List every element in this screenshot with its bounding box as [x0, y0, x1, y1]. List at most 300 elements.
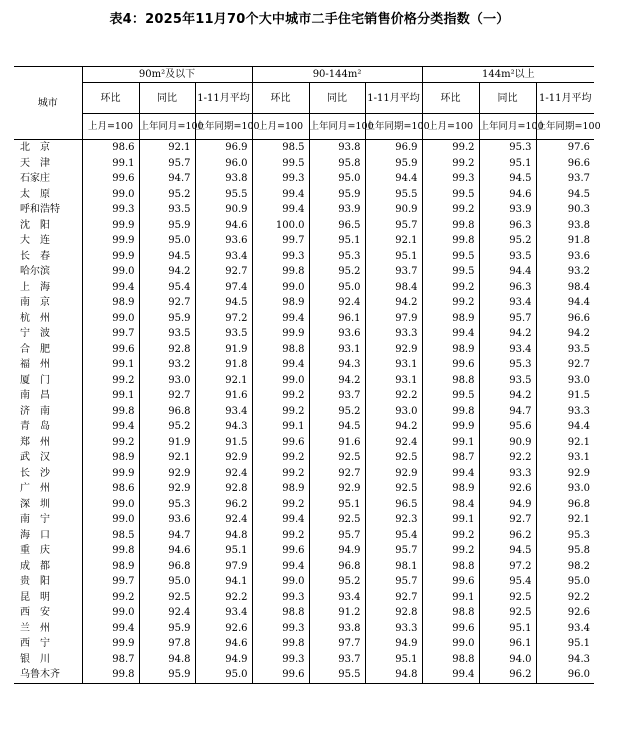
index-value: 93.4	[195, 404, 252, 420]
index-value: 95.0	[139, 233, 195, 249]
index-value: 92.4	[139, 605, 195, 621]
index-value: 95.7	[365, 543, 422, 559]
index-value: 96.3	[479, 280, 536, 296]
index-value: 99.4	[252, 311, 309, 327]
table-row	[14, 574, 594, 590]
index-value: 94.2	[365, 295, 422, 311]
index-value: 98.9	[422, 311, 479, 327]
index-value: 92.5	[139, 590, 195, 606]
index-value: 98.4	[536, 280, 594, 296]
sub-header-avg: 1-11月平均	[365, 83, 422, 114]
index-value: 99.2	[252, 404, 309, 420]
index-value: 94.9	[309, 543, 365, 559]
index-value: 99.0	[82, 605, 139, 621]
index-value: 92.7	[536, 357, 594, 373]
index-value: 93.0	[365, 404, 422, 420]
index-value: 94.5	[479, 543, 536, 559]
index-value: 99.8	[82, 543, 139, 559]
index-value: 92.1	[536, 435, 594, 451]
index-value: 92.6	[536, 605, 594, 621]
index-value: 99.6	[422, 621, 479, 637]
index-value: 98.4	[365, 280, 422, 296]
index-value: 93.8	[309, 140, 365, 156]
index-value: 95.7	[365, 218, 422, 234]
index-value: 93.1	[309, 342, 365, 358]
city-name: 北 京	[20, 142, 50, 153]
index-value: 95.8	[309, 156, 365, 172]
city-name: 成 都	[20, 560, 50, 572]
table-row	[14, 233, 594, 249]
table-row	[14, 466, 594, 482]
index-value: 99.0	[82, 187, 139, 203]
index-value: 95.2	[309, 264, 365, 280]
index-value: 98.9	[82, 450, 139, 466]
index-value: 93.4	[479, 295, 536, 311]
index-value: 93.7	[536, 171, 594, 187]
index-value: 96.9	[365, 140, 422, 156]
index-value: 90.9	[479, 435, 536, 451]
city-name: 西 安	[20, 607, 50, 618]
table-row	[14, 481, 594, 497]
base-label-avg: 上年同期=100	[536, 114, 594, 140]
index-value: 95.1	[365, 652, 422, 668]
index-value: 99.5	[252, 156, 309, 172]
base-label-mom: 上月=100	[82, 114, 139, 140]
index-value: 93.5	[139, 202, 195, 218]
index-value: 99.4	[82, 621, 139, 637]
index-value: 92.6	[479, 481, 536, 497]
index-value: 99.6	[82, 171, 139, 187]
index-value: 99.1	[422, 512, 479, 528]
index-value: 99.0	[252, 574, 309, 590]
city-name: 乌鲁木齐	[14, 667, 82, 683]
index-value: 94.9	[365, 636, 422, 652]
index-value: 93.3	[365, 326, 422, 342]
index-value: 93.1	[365, 357, 422, 373]
index-value: 91.2	[309, 605, 365, 621]
index-value: 92.3	[365, 512, 422, 528]
index-value: 99.3	[252, 249, 309, 265]
table-row	[14, 264, 594, 280]
index-value: 99.2	[422, 295, 479, 311]
index-value: 99.9	[82, 249, 139, 265]
table-row	[14, 326, 594, 342]
index-value: 94.4	[479, 264, 536, 280]
index-value: 99.3	[252, 171, 309, 187]
index-value: 94.4	[536, 419, 594, 435]
index-value: 98.8	[422, 559, 479, 575]
index-value: 99.4	[82, 280, 139, 296]
index-value: 92.5	[365, 450, 422, 466]
index-value: 91.6	[195, 388, 252, 404]
group-header-large: 144m²以上	[422, 67, 594, 83]
index-value: 99.4	[252, 559, 309, 575]
city-name: 西 宁	[20, 638, 50, 649]
index-value: 99.9	[82, 218, 139, 234]
index-value: 99.8	[82, 667, 139, 683]
index-value: 92.5	[309, 512, 365, 528]
index-value: 99.5	[422, 264, 479, 280]
table-row	[14, 295, 594, 311]
index-value: 98.8	[252, 605, 309, 621]
index-value: 99.8	[82, 404, 139, 420]
index-value: 92.7	[309, 466, 365, 482]
index-value: 99.2	[422, 528, 479, 544]
index-value: 99.0	[82, 497, 139, 513]
index-value: 94.2	[309, 373, 365, 389]
index-value: 91.6	[309, 435, 365, 451]
index-value: 95.4	[479, 574, 536, 590]
city-name: 沈 阳	[20, 219, 50, 231]
table-row	[14, 590, 594, 606]
city-name: 郑 州	[20, 436, 50, 448]
index-value: 98.9	[252, 295, 309, 311]
index-value: 99.4	[252, 512, 309, 528]
index-value: 99.1	[422, 590, 479, 606]
city-name: 呼和浩特	[20, 204, 60, 215]
index-value: 99.1	[82, 388, 139, 404]
index-value: 95.0	[309, 280, 365, 296]
index-value: 95.1	[195, 543, 252, 559]
index-value: 96.8	[536, 497, 594, 513]
index-value: 99.4	[82, 419, 139, 435]
city-name: 上 海	[20, 281, 50, 293]
city-name: 重 庆	[20, 545, 50, 556]
index-value: 94.4	[365, 171, 422, 187]
index-value: 99.3	[252, 621, 309, 637]
index-value: 99.4	[422, 326, 479, 342]
index-value: 96.3	[479, 218, 536, 234]
city-name: 武 汉	[20, 452, 50, 463]
index-value: 93.6	[536, 249, 594, 265]
index-value: 91.8	[536, 233, 594, 249]
index-value: 95.0	[309, 171, 365, 187]
index-value: 99.9	[252, 326, 309, 342]
index-value: 94.5	[195, 295, 252, 311]
index-value: 99.2	[252, 497, 309, 513]
index-value: 92.9	[195, 450, 252, 466]
index-value: 94.5	[536, 187, 594, 203]
index-value: 96.5	[309, 218, 365, 234]
index-value: 95.7	[309, 528, 365, 544]
city-name: 南 宁	[20, 514, 50, 525]
city-name: 天 津	[20, 157, 50, 169]
index-value: 91.8	[195, 357, 252, 373]
index-value: 95.7	[365, 574, 422, 590]
index-value: 95.2	[309, 574, 365, 590]
sub-header-yoy: 同比	[309, 83, 365, 114]
index-value: 98.5	[82, 528, 139, 544]
index-value: 95.9	[139, 311, 195, 327]
index-value: 99.9	[422, 419, 479, 435]
city-name: 深 圳	[20, 498, 50, 510]
index-value: 93.5	[536, 342, 594, 358]
index-value: 92.2	[365, 388, 422, 404]
index-value: 93.4	[195, 605, 252, 621]
index-value: 95.0	[536, 574, 594, 590]
index-value: 95.8	[536, 543, 594, 559]
index-value: 99.3	[422, 171, 479, 187]
sub-header-yoy: 同比	[479, 83, 536, 114]
index-value: 99.0	[82, 512, 139, 528]
index-value: 90.9	[365, 202, 422, 218]
index-value: 92.5	[365, 481, 422, 497]
index-value: 98.9	[422, 481, 479, 497]
index-value: 94.9	[195, 652, 252, 668]
index-value: 95.6	[479, 419, 536, 435]
index-value: 99.2	[422, 543, 479, 559]
sub-header-avg: 1-11月平均	[195, 83, 252, 114]
city-name: 厦 门	[20, 374, 50, 386]
index-value: 95.2	[139, 187, 195, 203]
index-value: 99.1	[422, 435, 479, 451]
index-value: 99.2	[422, 280, 479, 296]
index-value: 96.0	[536, 667, 594, 683]
city-name: 济 南	[20, 405, 50, 417]
index-value: 92.5	[309, 450, 365, 466]
index-value: 98.7	[82, 652, 139, 668]
base-label-mom: 上月=100	[252, 114, 309, 140]
city-name: 宁 波	[20, 328, 50, 339]
index-value: 93.0	[536, 373, 594, 389]
index-value: 92.7	[479, 512, 536, 528]
index-value: 93.5	[479, 373, 536, 389]
index-value: 92.9	[309, 481, 365, 497]
table-row	[14, 140, 594, 156]
table-row	[14, 559, 594, 575]
index-value: 94.5	[309, 419, 365, 435]
table-row	[14, 667, 594, 683]
index-value: 95.1	[309, 497, 365, 513]
index-value: 99.6	[422, 574, 479, 590]
index-value: 92.9	[365, 342, 422, 358]
index-value: 95.3	[479, 140, 536, 156]
sub-header-avg: 1-11月平均	[536, 83, 594, 114]
index-value: 99.4	[252, 357, 309, 373]
index-value: 95.4	[365, 528, 422, 544]
table-row	[14, 621, 594, 637]
index-value: 94.5	[139, 249, 195, 265]
table-row	[14, 373, 594, 389]
city-name: 贵 阳	[20, 576, 50, 587]
index-value: 94.2	[479, 388, 536, 404]
table-title: 表4：2025年11月70个大中城市二手住宅销售价格分类指数（一）	[109, 12, 510, 27]
index-value: 94.8	[195, 528, 252, 544]
index-value: 94.5	[479, 171, 536, 187]
index-value: 93.1	[536, 450, 594, 466]
city-name: 青 岛	[20, 421, 50, 432]
table-row	[14, 636, 594, 652]
index-value: 94.6	[195, 636, 252, 652]
index-value: 95.7	[479, 311, 536, 327]
index-value: 99.4	[252, 202, 309, 218]
index-value: 95.7	[139, 156, 195, 172]
index-value: 92.9	[139, 481, 195, 497]
sub-header-mom: 环比	[252, 83, 309, 114]
index-value: 99.6	[252, 667, 309, 683]
index-value: 96.6	[536, 156, 594, 172]
index-value: 94.0	[479, 652, 536, 668]
index-value: 92.8	[365, 605, 422, 621]
table-row	[14, 497, 594, 513]
index-value: 95.9	[309, 187, 365, 203]
index-value: 98.1	[365, 559, 422, 575]
index-value: 99.6	[82, 342, 139, 358]
index-value: 98.4	[422, 497, 479, 513]
index-value: 91.9	[195, 342, 252, 358]
index-value: 97.6	[536, 140, 594, 156]
index-value: 92.8	[195, 481, 252, 497]
index-value: 95.2	[139, 419, 195, 435]
index-value: 92.5	[479, 605, 536, 621]
index-value: 99.0	[82, 264, 139, 280]
index-value: 99.1	[82, 357, 139, 373]
base-label-yoy: 上年同月=100	[139, 114, 195, 140]
index-value: 99.9	[82, 636, 139, 652]
price-index-table	[14, 66, 601, 684]
city-name: 长 春	[20, 250, 50, 262]
index-value: 93.4	[195, 249, 252, 265]
index-value: 95.3	[309, 249, 365, 265]
base-label-mom: 上月=100	[422, 114, 479, 140]
index-value: 94.2	[536, 326, 594, 342]
index-value: 94.3	[195, 419, 252, 435]
index-value: 93.7	[365, 264, 422, 280]
index-value: 99.6	[252, 435, 309, 451]
index-value: 98.6	[82, 481, 139, 497]
index-value: 98.8	[422, 605, 479, 621]
city-name: 哈尔滨	[20, 266, 50, 277]
index-value: 91.5	[195, 435, 252, 451]
index-value: 92.7	[139, 295, 195, 311]
index-value: 92.4	[309, 295, 365, 311]
index-value: 99.2	[422, 202, 479, 218]
city-name: 广 州	[20, 483, 50, 494]
city-name: 南 京	[20, 297, 50, 308]
index-value: 99.2	[422, 156, 479, 172]
table-row	[14, 512, 594, 528]
index-value: 92.6	[195, 621, 252, 637]
city-name: 合 肥	[20, 343, 50, 355]
index-value: 98.7	[422, 450, 479, 466]
city-name: 杭 州	[20, 312, 50, 324]
index-value: 96.1	[479, 636, 536, 652]
index-value: 99.8	[252, 264, 309, 280]
index-value: 94.2	[365, 419, 422, 435]
table-body	[14, 140, 594, 684]
table-row	[14, 280, 594, 296]
index-value: 98.8	[252, 342, 309, 358]
index-value: 99.8	[422, 218, 479, 234]
index-value: 94.7	[479, 404, 536, 420]
index-value: 99.2	[82, 590, 139, 606]
index-value: 99.6	[252, 543, 309, 559]
base-label-yoy: 上年同月=100	[309, 114, 365, 140]
index-value: 92.2	[536, 590, 594, 606]
index-value: 96.6	[536, 311, 594, 327]
index-value: 91.9	[139, 435, 195, 451]
index-value: 99.2	[82, 435, 139, 451]
index-value: 100.0	[252, 218, 309, 234]
index-value: 92.9	[536, 466, 594, 482]
index-value: 94.8	[365, 667, 422, 683]
index-value: 92.7	[195, 264, 252, 280]
city-name: 海 口	[20, 529, 50, 541]
table-row	[14, 419, 594, 435]
index-value: 96.5	[365, 497, 422, 513]
index-value: 94.7	[139, 528, 195, 544]
index-value: 97.7	[309, 636, 365, 652]
index-value: 99.1	[82, 156, 139, 172]
index-value: 95.5	[309, 667, 365, 683]
index-value: 99.8	[422, 404, 479, 420]
index-value: 96.8	[139, 559, 195, 575]
table-row	[14, 357, 594, 373]
index-value: 95.9	[139, 621, 195, 637]
index-value: 99.6	[422, 357, 479, 373]
city-name: 石家庄	[20, 173, 50, 184]
index-value: 96.9	[195, 140, 252, 156]
index-value: 99.1	[252, 419, 309, 435]
index-value: 92.4	[365, 435, 422, 451]
index-value: 99.7	[82, 574, 139, 590]
index-value: 96.8	[139, 404, 195, 420]
group-header-medium: 90-144m²	[252, 67, 422, 83]
index-value: 96.8	[309, 559, 365, 575]
index-value: 97.9	[365, 311, 422, 327]
index-value: 99.4	[422, 466, 479, 482]
index-value: 93.0	[536, 481, 594, 497]
index-value: 99.2	[82, 373, 139, 389]
index-value: 93.6	[195, 233, 252, 249]
index-value: 93.0	[139, 373, 195, 389]
city-name: 昆 明	[20, 591, 50, 603]
index-value: 92.1	[195, 373, 252, 389]
index-value: 99.5	[422, 388, 479, 404]
index-value: 99.7	[82, 326, 139, 342]
index-value: 95.9	[139, 667, 195, 683]
base-label-avg: 上年同期=100	[195, 114, 252, 140]
index-value: 95.1	[365, 249, 422, 265]
index-value: 99.0	[422, 636, 479, 652]
index-value: 99.9	[82, 233, 139, 249]
index-value: 92.9	[139, 466, 195, 482]
index-value: 98.5	[252, 140, 309, 156]
index-value: 95.1	[479, 156, 536, 172]
index-value: 96.2	[479, 528, 536, 544]
city-column-header: 城市	[14, 67, 82, 140]
index-value: 98.9	[422, 342, 479, 358]
index-value: 92.4	[195, 466, 252, 482]
index-value: 93.2	[536, 264, 594, 280]
index-value: 95.2	[479, 233, 536, 249]
index-value: 93.6	[139, 512, 195, 528]
index-value: 93.8	[536, 218, 594, 234]
index-value: 92.2	[195, 590, 252, 606]
index-value: 93.8	[195, 171, 252, 187]
index-value: 95.4	[139, 280, 195, 296]
index-value: 93.7	[309, 388, 365, 404]
index-value: 94.3	[536, 652, 594, 668]
index-value: 95.0	[195, 667, 252, 683]
index-value: 95.1	[536, 636, 594, 652]
index-value: 97.4	[195, 280, 252, 296]
index-value: 93.6	[309, 326, 365, 342]
index-value: 98.8	[422, 652, 479, 668]
table-row	[14, 218, 594, 234]
index-value: 92.1	[365, 233, 422, 249]
index-value: 95.1	[479, 621, 536, 637]
